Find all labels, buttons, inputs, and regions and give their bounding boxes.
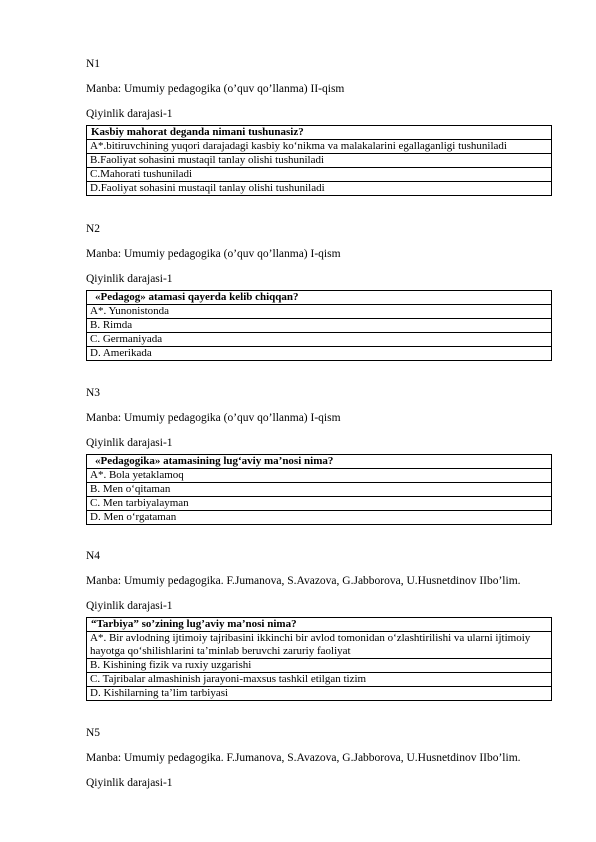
answer-option-a: A*. Bola yetaklamoq xyxy=(87,469,552,483)
difficulty-level: Qiyinlik darajasi-1 xyxy=(86,273,173,285)
question-number: N2 xyxy=(86,223,101,235)
question-text: «Pedagog» atamasi qayerda kelib chiqqan? xyxy=(87,291,552,305)
answer-option-a: A*. Yunonistonda xyxy=(87,305,552,319)
question-table xyxy=(86,454,552,525)
question-source: Manba: Umumiy pedagogika (o’quv qo’llanma) II-qism xyxy=(86,83,345,95)
question-block-5 xyxy=(86,726,552,790)
question-source: Manba: Umumiy pedagogika. F.Jumanova, S.Avazova, G.Jabborova, U.Husnetdinov IIbo’lim. xyxy=(86,752,521,764)
question-block-2 xyxy=(86,222,552,361)
answer-option-a: A*.bitiruvchining yuqori darajadagi kasbiy ko‘nikma va malakalarini egallaganligi tushuniladi xyxy=(87,140,552,154)
question-block-4 xyxy=(86,549,552,701)
question-table xyxy=(86,125,552,196)
difficulty-level: Qiyinlik darajasi-1 xyxy=(86,108,173,120)
answer-option-d: D.Faoliyat sohasini mustaqil tanlay olishi tushuniladi xyxy=(87,182,552,196)
answer-option-c: C. Men tarbiyalayman xyxy=(87,497,552,511)
answer-option-d: D. Amerikada xyxy=(87,347,552,361)
difficulty-level: Qiyinlik darajasi-1 xyxy=(86,777,173,789)
difficulty-level: Qiyinlik darajasi-1 xyxy=(86,437,173,449)
question-table xyxy=(86,290,552,361)
answer-option-b: B.Faoliyat sohasini mustaqil tanlay olishi tushuniladi xyxy=(87,154,552,168)
question-number: N4 xyxy=(86,550,101,562)
question-source: Manba: Umumiy pedagogika. F.Jumanova, S.Avazova, G.Jabborova, U.Husnetdinov IIbo’lim. xyxy=(86,575,521,587)
question-table xyxy=(86,617,552,701)
question-source: Manba: Umumiy pedagogika (o’quv qo’llanma) I-qism xyxy=(86,248,341,260)
answer-option-d: D. Men o‘rgataman xyxy=(87,511,552,525)
answer-option-b: B. Rimda xyxy=(87,319,552,333)
question-text: “Tarbiya” so’zining lug’aviy ma’nosi nima? xyxy=(87,618,552,632)
answer-option-a: A*. Bir avlodning ijtimoiy tajribasini ikkinchi bir avlod tomonidan o‘zlashtirilishi va ularni ijtimoiy hayotga qo‘shilishlarini ta’minlab beruvchi zaruriy faoliyat xyxy=(87,632,552,659)
question-number: N1 xyxy=(86,58,101,70)
answer-option-c: C.Mahorati tushuniladi xyxy=(87,168,552,182)
answer-option-c: C. Tajribalar almashinish jarayoni-maxsus tashkil etilgan tizim xyxy=(87,673,552,687)
answer-option-b: B. Men o‘qitaman xyxy=(87,483,552,497)
answer-option-b: B. Kishining fizik va ruxiy uzgarishi xyxy=(87,659,552,673)
question-number: N3 xyxy=(86,387,101,399)
difficulty-level: Qiyinlik darajasi-1 xyxy=(86,600,173,612)
question-number: N5 xyxy=(86,727,101,739)
answer-option-c: C. Germaniyada xyxy=(87,333,552,347)
answer-option-d: D. Kishilarning ta’lim tarbiyasi xyxy=(87,687,552,701)
question-block-1 xyxy=(86,57,552,196)
question-text: Kasbiy mahorat deganda nimani tushunasiz? xyxy=(87,126,552,140)
question-block-3 xyxy=(86,386,552,525)
question-source: Manba: Umumiy pedagogika (o’quv qo’llanma) I-qism xyxy=(86,412,341,424)
question-text: «Pedagogika» atamasining lug‘aviy ma’nosi nima? xyxy=(87,455,552,469)
